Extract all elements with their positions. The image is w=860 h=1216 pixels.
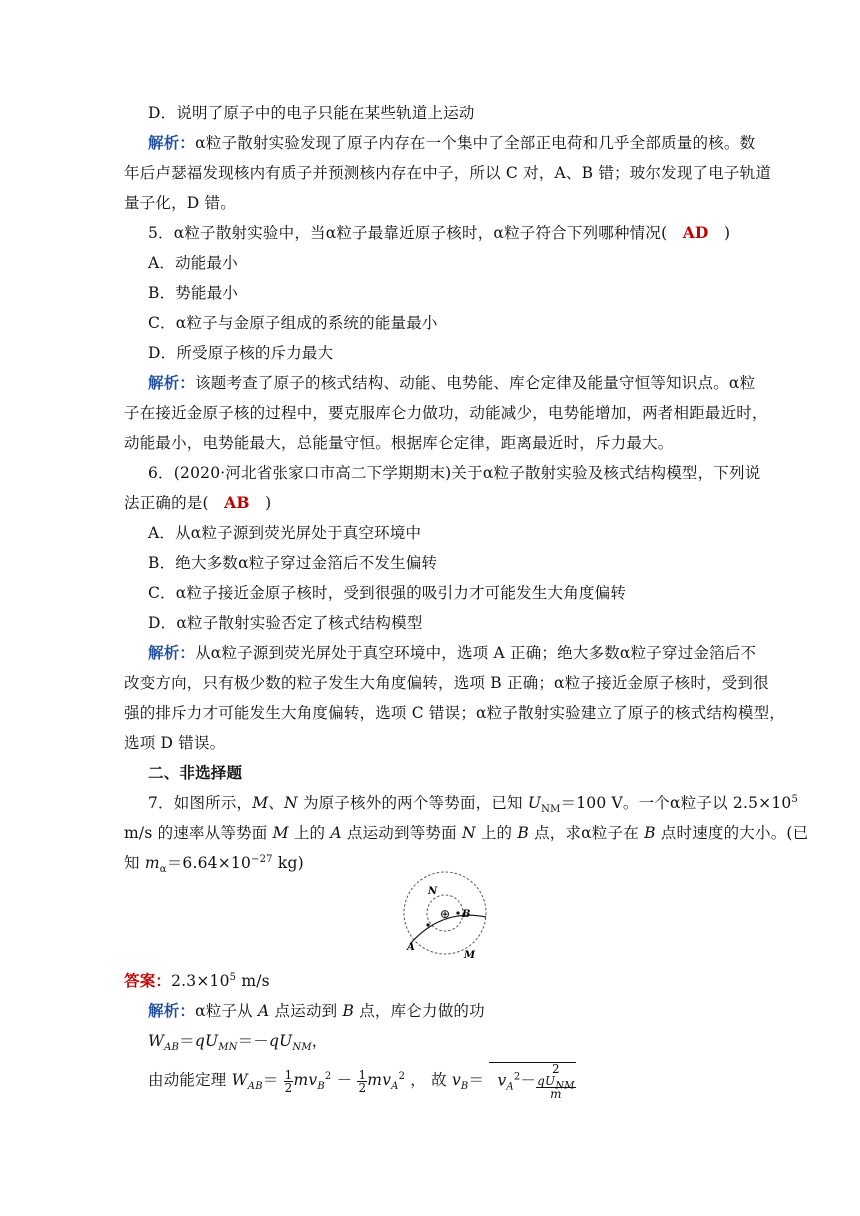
q5-option-b: B．势能最小	[148, 284, 239, 302]
q6-stem-line-1: 6．(2020·河北省张家口市高二下学期期末)关于α粒子散射实验及核式结构模型，下列说	[148, 464, 761, 482]
q5-explanation-line-1: 解析：该题考查了原子的核式结构、动能、电势能、库仑定律及能量守恒等知识点。α粒	[148, 373, 756, 392]
fraction-2qU-over-m: 2 $qU_{NM}$ m	[537, 1062, 575, 1101]
q4-explanation-line-1: 解析：α粒子散射实验发现了原子内存在一个集中了全部正电荷和几乎全部质量的核。数	[148, 133, 756, 152]
q5-option-d: D．所受原子核的斥力最大	[148, 344, 334, 362]
label-A: A	[407, 942, 415, 953]
jiexi-label: 解析：	[148, 133, 196, 152]
label-B: B	[462, 909, 471, 920]
q6-explanation-line-2: 改变方向，只有极少数的粒子发生大角度偏转，选项 B 正确；α粒子接近金原子核时，受到很	[124, 674, 769, 692]
q7-answer: 答案：$2.3\times 10^5$ m/s	[124, 971, 270, 990]
fraction-half: $\frac{1}{2}$	[358, 1067, 367, 1095]
point-B	[456, 911, 459, 914]
label-N: N	[428, 886, 438, 897]
q6-stem-line-2: 法正确的是( AB )	[124, 493, 272, 512]
q6-option-d: D．α粒子散射实验否定了核式结构模型	[148, 614, 423, 632]
q4-explanation-line-2: 年后卢瑟福发现核内有质子并预测核内存在中子，所以 C 对，A、B 错；玻尔发现了电子轨道	[124, 164, 772, 182]
sqrt-expression: $v_A^2-$ 2 $qU_{NM}$ m	[489, 1062, 575, 1100]
q6-answer: AB	[224, 493, 250, 512]
q7-work-equation: $W_{AB}=qU_{MN}=-qU_{NM}$，	[148, 1032, 328, 1054]
jiexi-label: 解析：	[148, 643, 196, 662]
point-A	[426, 923, 429, 926]
q6-option-b: B．绝大多数α粒子穿过金箔后不发生偏转	[148, 554, 438, 572]
q7-stem-line-3: 知 $m_\alpha=6.64\times 10^{-27}$ kg)	[124, 853, 304, 876]
q6-option-a: A．从α粒子源到荧光屏处于真空环境中	[148, 524, 422, 542]
q5-option-c: C．α粒子与金原子组成的系统的能量最小	[148, 314, 438, 332]
q7-energy-equation: 由动能定理 $W_{AB}=$ $\frac{1}{2}$ $mv_B^2$ － $\frac{1}{2}$ $mv_A^2$ ， 故 $v_B= v_A^2-$ 2 $qU_{NM}$ m	[148, 1062, 575, 1101]
q6-explanation-line-3: 强的排斥力才可能发生大角度偏转，选项 C 错误；α粒子散射实验建立了原子的核式结构模型，	[124, 704, 785, 722]
jiexi-label: 解析：	[148, 373, 196, 392]
q7-stem-line-1: 7．如图所示，M、N 为原子核外的两个等势面，已知 $U_{NM}=100$ V。一个α粒子以 $2.5\times 10^5$	[148, 793, 799, 816]
q5-explanation-line-2: 子在接近金原子核的过程中，要克服库仑力做功，动能减少，电势能增加，两者相距最近时，	[124, 404, 768, 422]
nucleus-symbol: ⊕	[440, 907, 451, 921]
jiexi-label: 解析：	[148, 1001, 196, 1020]
q4-option-d: D．说明了原子中的电子只能在某些轨道上运动	[148, 104, 475, 122]
q5-explanation-line-3: 动能最小，电势能最大，总能量守恒。根据库仑定律，距离最近时，斥力最大。	[124, 434, 674, 452]
fraction-half: $\frac{1}{2}$	[284, 1067, 293, 1095]
q7-explanation-line-1: 解析：α粒子从 A 点运动到 B 点，库仑力做的功	[148, 1001, 485, 1020]
q6-explanation-line-4: 选项 D 错误。	[124, 734, 226, 752]
section-heading: 二、非选择题	[148, 763, 243, 782]
q6-option-c: C．α粒子接近金原子核时，受到很强的吸引力才可能发生大角度偏转	[148, 584, 627, 602]
q4-explanation-line-3: 量子化，D 错。	[124, 194, 236, 212]
answer-label: 答案：	[124, 971, 172, 990]
label-M: M	[464, 950, 476, 961]
q7-stem-line-2: m/s 的速率从等势面 M 上的 A 点运动到等势面 N 上的 B 点，求α粒子在 B 点时速度的大小。(已	[124, 824, 809, 842]
q5-option-a: A．动能最小	[148, 254, 238, 272]
q5-answer: AD	[682, 223, 709, 242]
q6-explanation-line-1: 解析：从α粒子源到荧光屏处于真空环境中，选项 A 正确；绝大多数α粒子穿过金箔后不	[148, 643, 757, 662]
q5-stem: 5．α粒子散射实验中，当α粒子最靠近原子核时，α粒子符合下列哪种情况( AD )	[148, 223, 731, 242]
equipotential-diagram	[400, 870, 492, 962]
